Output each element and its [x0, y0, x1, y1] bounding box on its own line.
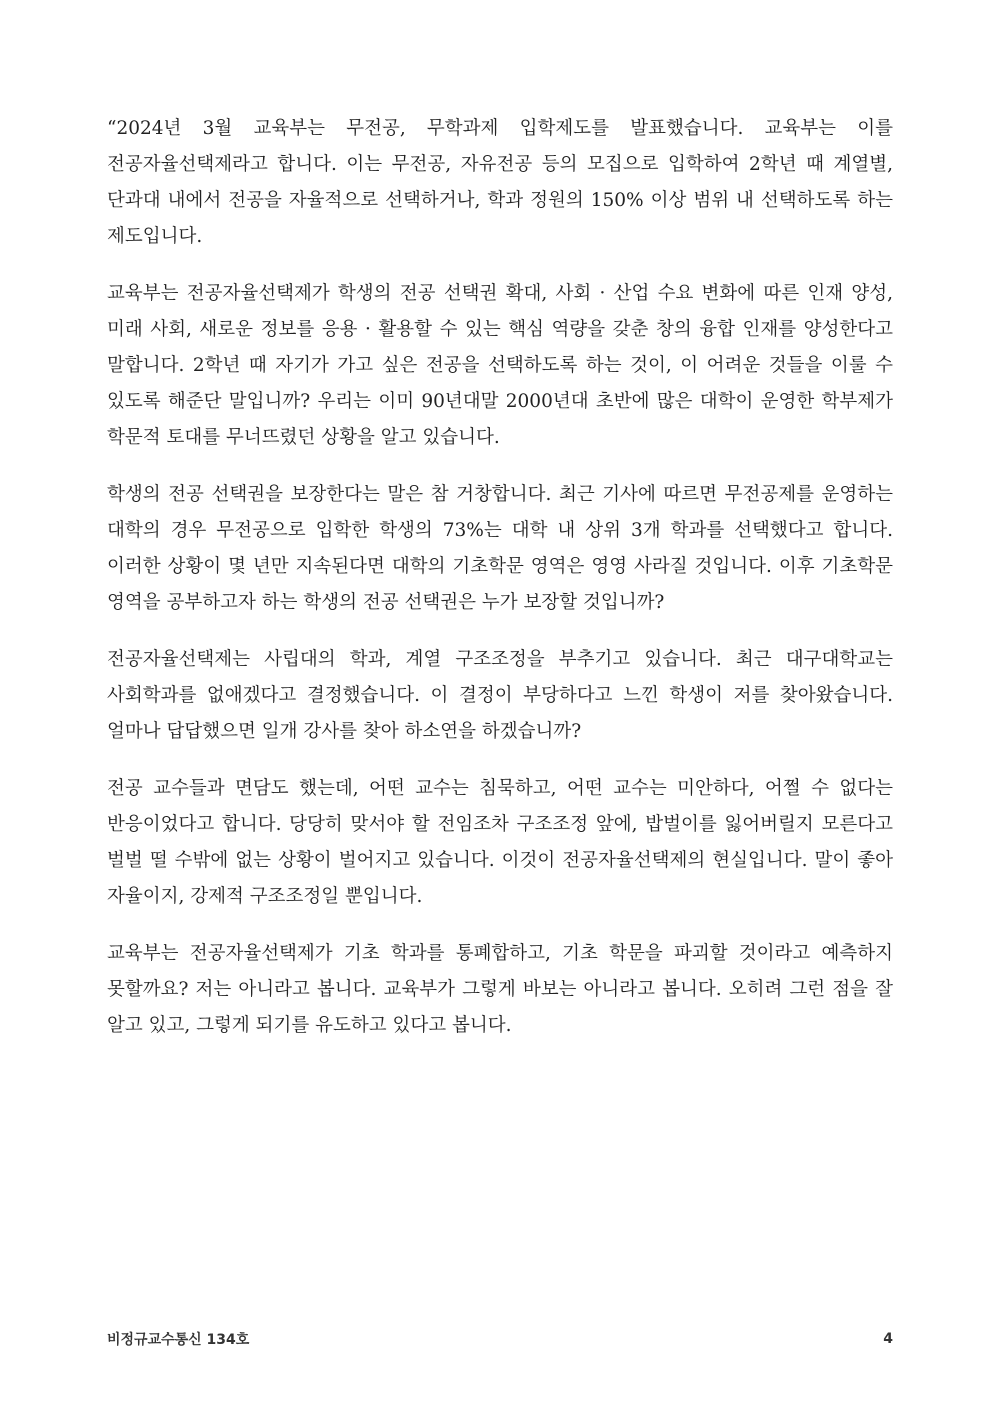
- paragraph-1: “2024년 3월 교육부는 무전공, 무학과제 입학제도를 발표했습니다. 교육부는 이를 전공자율선택제라고 합니다. 이는 무전공, 자유전공 등의 모집으로 입학하여 2학년 때 계열별, 단과대 내에서 전공을 자율적으로 선택하거나, 학과 정원의 150% 이상 범위 내 선택하도록 하는 제도입니다.: [107, 118, 893, 247]
- article-body: [107, 111, 893, 1065]
- page-footer: [107, 1327, 893, 1351]
- paragraph-5: 전공 교수들과 면담도 했는데, 어떤 교수는 침묵하고, 어떤 교수는 미안하다, 어쩔 수 없다는 반응이었다고 합니다. 당당히 맞서야 할 전임조차 구조조정 앞에, 밥벌이를 잃어버릴지 모른다고 벌벌 떨 수밖에 없는 상황이 벌어지고 있습니다. 이것이 전공자율선택제의 현실입니다. 말이 좋아 자율이지, 강제적 구조조정일 뿐입니다.: [107, 778, 893, 907]
- paragraph-2: 교육부는 전공자율선택제가 학생의 전공 선택권 확대, 사회 · 산업 수요 변화에 따른 인재 양성, 미래 사회, 새로운 정보를 응용 · 활용할 수 있는 핵심 역량을 갖춘 창의 융합 인재를 양성한다고 말합니다. 2학년 때 자기가 가고 싶은 전공을 선택하도록 하는 것이, 이 어려운 것들을 이룰 수 있도록 해준단 말입니까? 우리는 이미 90년대말 2000년대 초반에 많은 대학이 운영한 학부제가 학문적 토대를 무너뜨렸던 상황을 알고 있습니다.: [107, 283, 893, 448]
- paragraph-6: 교육부는 전공자율선택제가 기초 학과를 통폐합하고, 기초 학문을 파괴할 것이라고 예측하지 못할까요? 저는 아니라고 봅니다. 교육부가 그렇게 바보는 아니라고 봅니다. 오히려 그런 점을 잘 알고 있고, 그렇게 되기를 유도하고 있다고 봅니다.: [107, 943, 893, 1036]
- page-number: 4: [883, 1331, 893, 1347]
- paragraph-3: 학생의 전공 선택권을 보장한다는 말은 참 거창합니다. 최근 기사에 따르면 무전공제를 운영하는 대학의 경우 무전공으로 입학한 학생의 73%는 대학 내 상위 3개 학과를 선택했다고 합니다. 이러한 상황이 몇 년만 지속된다면 대학의 기초학문 영역은 영영 사라질 것입니다. 이후 기초학문 영역을 공부하고자 하는 학생의 전공 선택권은 누가 보장할 것입니까?: [107, 484, 893, 613]
- publication-title: 비정규교수통신 134호: [107, 1332, 250, 1348]
- paragraph-4: 전공자율선택제는 사립대의 학과, 계열 구조조정을 부추기고 있습니다. 최근 대구대학교는 사회학과를 없애겠다고 결정했습니다. 이 결정이 부당하다고 느낀 학생이 저를 찾아왔습니다. 얼마나 답답했으면 일개 강사를 찾아 하소연을 하겠습니까?: [107, 649, 893, 742]
